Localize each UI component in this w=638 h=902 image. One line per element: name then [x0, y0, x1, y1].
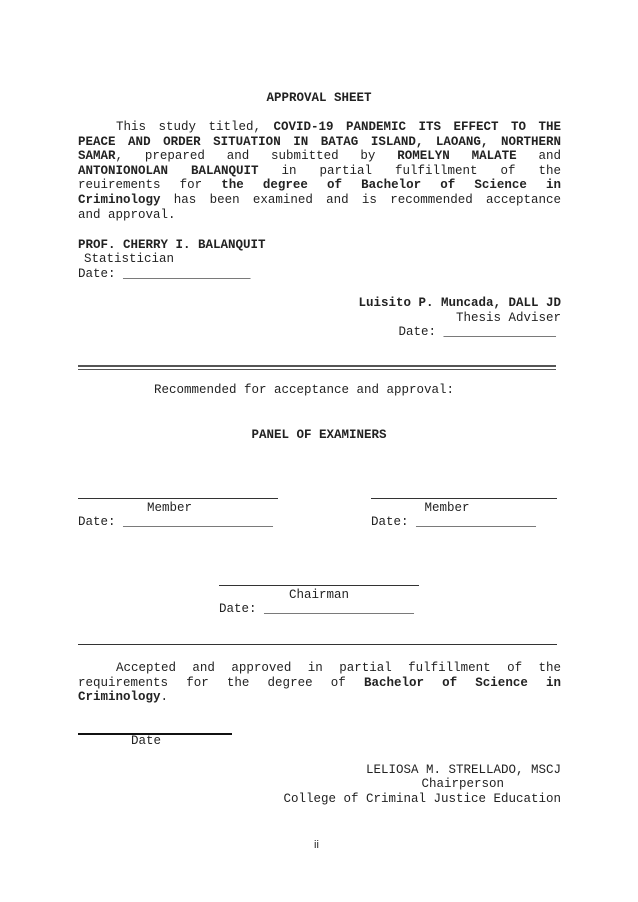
- statistician-date: Date: _________________: [78, 267, 251, 281]
- intro-text: and approval.: [78, 207, 176, 222]
- chairman-date: Date: ____________________: [219, 602, 415, 616]
- member-left-role: Member: [146, 501, 192, 515]
- intro-line: [116, 120, 561, 135]
- intro-text: in partial fulfillment of the: [258, 163, 561, 178]
- member-right-date: Date: ________________: [371, 515, 537, 529]
- page-title: APPROVAL SHEET: [266, 91, 372, 105]
- intro-text: and: [516, 149, 561, 164]
- accepted-line: [116, 661, 561, 676]
- intro-line: [78, 135, 561, 150]
- intro-text: Criminology: [78, 193, 161, 207]
- statistician-name: PROF. CHERRY I. BALANQUIT: [78, 238, 266, 252]
- chairperson-name: LELIOSA M. STRELLADO, MSCJ: [365, 763, 561, 777]
- date-label: Date: [131, 734, 162, 748]
- member-left-date: Date: ____________________: [78, 515, 274, 529]
- member-right-role: Member: [424, 501, 470, 515]
- intro-text: SAMAR: [78, 149, 116, 164]
- intro-line: [78, 149, 561, 164]
- intro-line: [78, 193, 561, 208]
- adviser-role: Thesis Adviser: [455, 311, 561, 325]
- statistician-role: Statistician: [84, 252, 175, 266]
- member-left-signature-line: [78, 498, 278, 499]
- intro-text: PEACE AND ORDER SITUATION IN BATAG ISLAND, LAOANG, NORTHERN: [78, 134, 561, 149]
- intro-text: , prepared and submitted by: [115, 149, 398, 164]
- intro-line: [78, 208, 561, 223]
- accepted-text: .: [160, 690, 169, 705]
- accepted-text: Bachelor of Science in: [363, 675, 561, 690]
- intro-line: [78, 164, 561, 179]
- intro-text: reuirements for: [78, 178, 222, 193]
- intro-text: This study titled,: [116, 120, 274, 134]
- intro-text: COVID-19 PANDEMIC ITS EFFECT TO THE: [273, 120, 561, 134]
- accepted-line: [78, 676, 561, 691]
- recommended-text: Recommended for acceptance and approval:: [154, 383, 455, 397]
- divider-double-top: [78, 365, 556, 367]
- accepted-text: Criminology: [78, 690, 161, 705]
- divider-double-bottom: [78, 369, 556, 370]
- chairperson-college: College of Criminal Justice Education: [283, 792, 561, 806]
- panel-title: PANEL OF EXAMINERS: [251, 428, 387, 442]
- chairman-signature-line: [219, 585, 419, 586]
- chairperson-role: Chairperson: [421, 777, 504, 791]
- intro-line: [78, 178, 561, 193]
- intro-text: ANTONIONOLAN BALANQUIT: [78, 163, 259, 178]
- page-number: ii: [314, 839, 319, 851]
- chairman-role: Chairman: [288, 588, 349, 602]
- divider-full: [78, 644, 557, 645]
- intro-text: the degree of Bachelor of Science in: [221, 178, 561, 193]
- adviser-name: Luisito P. Muncada, DALL JD: [358, 296, 561, 310]
- accepted-text: Accepted and approved in partial fulfillment of the: [116, 661, 561, 675]
- intro-text: ROMELYN MALATE: [397, 149, 517, 164]
- member-right-signature-line: [371, 498, 557, 499]
- adviser-date: Date: _______________: [398, 325, 556, 339]
- accepted-line: [78, 690, 561, 705]
- accepted-text: requirements for the degree of: [78, 675, 364, 690]
- intro-text: has been examined and is recommended acceptance: [160, 193, 561, 207]
